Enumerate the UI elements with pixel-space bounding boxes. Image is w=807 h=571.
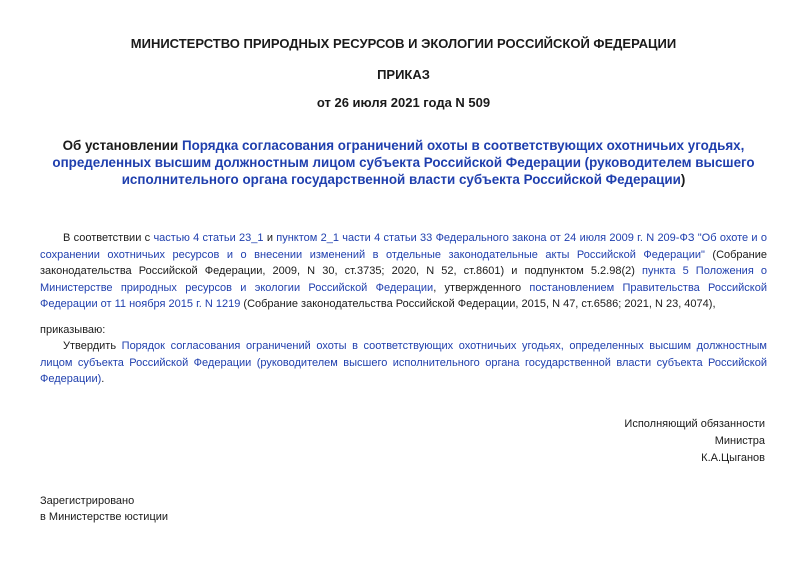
registration-line-2: в Министерстве юстиции — [40, 511, 169, 523]
title-suffix: ) — [680, 172, 686, 187]
signature-block — [624, 416, 765, 467]
p1-text-1: В соответствии с — [63, 232, 154, 244]
document-date-number: от 26 июля 2021 года N 509 — [316, 95, 491, 110]
p2-link-procedure[interactable]: Порядок согласования ограничений охоты в соответствующих охотничьих угодьях, определенных высшим должностным лицом субъекта Российской Федерации (руководителем высшего исполнительного органа государственной власти субъекта Российской Федерации) — [40, 340, 767, 385]
ministry-heading: МИНИСТЕРСТВО ПРИРОДНЫХ РЕСУРСОВ И ЭКОЛОГИИ РОССИЙСКОЙ ФЕДЕРАЦИИ — [130, 36, 677, 51]
p1-text-4: , утвержденного — [433, 281, 530, 294]
p1-link-federal-law[interactable]: пунктом 2_1 части 4 статьи 33 Федерального закона от 24 июля 2009 г. N 209-ФЗ "Об охоте и о сохранении охотничьих ресурсов и о внесении изменений в отдельные законодательные акты Российской Федерации" — [40, 232, 767, 261]
p1-text-3: (Собрание законодательства Российской Федерации, 2009, N 30, ст.3735; 2020, N 52, ст.8601) и подпунктом 5.2.98(2) — [40, 248, 768, 277]
signature-title: Министра — [714, 435, 765, 447]
preamble-paragraph — [40, 230, 767, 313]
p1-text-5: (Собрание законодательства Российской Федерации, 2015, N 47, ст.6586; 2021, N 23, 4074), — [240, 298, 716, 310]
registration-block — [40, 493, 168, 525]
p2-text-2: . — [101, 373, 105, 385]
p1-link-article-23[interactable]: частью 4 статьи 23_1 — [153, 232, 264, 244]
p1-link-government-decree[interactable]: постановлением Правительства Российской Федерации от 11 ноября 2015 г. N 1219 — [40, 281, 768, 310]
approval-paragraph — [40, 338, 767, 388]
p1-text-2: и — [263, 232, 277, 244]
document-type: ПРИКАЗ — [377, 67, 430, 82]
document-title — [52, 137, 755, 188]
p2-text-1: Утвердить — [63, 340, 122, 352]
signature-position: Исполняющий обязанности — [624, 418, 765, 430]
title-link[interactable]: Порядка согласования ограничений охоты в соответствующих охотничьих угодьях, определенных высшим должностным лицом субъекта Российской Федерации (руководителем высшего исполнительного органа государственной власти субъекта Российской Федерации — [52, 138, 755, 187]
order-word: приказываю: — [40, 324, 106, 336]
registration-line-1: Зарегистрировано — [40, 495, 135, 507]
p1-link-regulation[interactable]: пункта 5 Положения о Министерстве природных ресурсов и экологии Российской Федерации — [40, 265, 767, 294]
signature-name: К.А.Цыганов — [701, 452, 765, 464]
title-prefix: Об установлении — [62, 138, 182, 153]
